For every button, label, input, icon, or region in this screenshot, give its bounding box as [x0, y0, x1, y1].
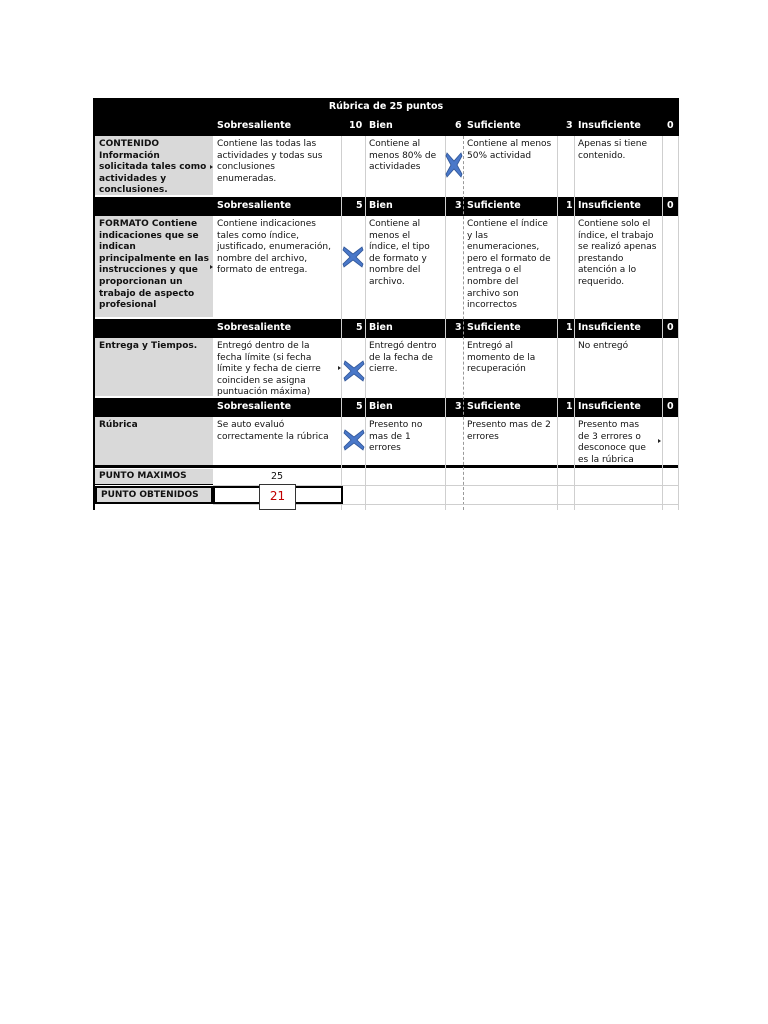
header-sobresaliente: Sobresaliente	[217, 401, 292, 412]
header-bien: Bien	[369, 200, 393, 211]
grid-line	[662, 136, 663, 510]
total-obtained-score[interactable]: 21	[259, 484, 296, 510]
criterion-bien: Presento no mas de 1 errores	[369, 420, 423, 454]
total-max-value: 25	[270, 471, 284, 482]
grid-line	[557, 136, 558, 510]
grid-line	[574, 136, 575, 510]
grid-line	[341, 136, 342, 510]
x-mark-icon[interactable]	[343, 359, 365, 383]
criterion-label-contenido: CONTENIDO Información solicitada tales como actividades y conclusiones.	[95, 136, 213, 195]
header-insuficiente: Insuficiente	[578, 200, 641, 211]
header-points: 5	[356, 401, 363, 412]
header-points: 5	[356, 322, 363, 333]
header-points: 0	[667, 200, 674, 211]
header-suficiente: Suficiente	[467, 322, 521, 333]
criterion-suficiente: Presento mas de 2 errores	[467, 420, 551, 442]
header-insuficiente: Insuficiente	[578, 401, 641, 412]
header-points: 1	[566, 200, 573, 211]
x-mark-icon[interactable]	[342, 245, 364, 269]
header-bien: Bien	[369, 120, 393, 131]
grid-line	[463, 136, 464, 510]
criterion-suficiente: Entregó al momento de la recuperación	[467, 341, 536, 375]
header-insuficiente: Insuficiente	[578, 120, 641, 131]
header-points: 0	[667, 120, 674, 131]
header-points: 6	[455, 120, 462, 131]
criterion-bien: Entregó dentro de la fecha de cierre.	[369, 341, 437, 375]
overflow-arrow-icon	[658, 439, 661, 443]
title-bar	[93, 98, 679, 117]
criterion-label-entrega: Entrega y Tiempos.	[95, 338, 213, 396]
header-suficiente: Suficiente	[467, 120, 521, 131]
section-header-entrega	[93, 319, 679, 338]
criterion-label-rubrica: Rúbrica	[95, 417, 213, 465]
header-points: 10	[349, 120, 363, 131]
grid-line	[365, 136, 366, 510]
header-suficiente: Suficiente	[467, 200, 521, 211]
header-bien: Bien	[369, 401, 393, 412]
criterion-insuficiente: Presento mas de 3 errores o desconoce que es la rúbrica	[578, 420, 646, 465]
criterion-suficiente: Contiene el índice y las enumeraciones, pero el formato de entrega o el nombre del archivo son incorrectos	[467, 219, 551, 311]
grid-line	[678, 136, 679, 510]
overflow-arrow-icon	[210, 165, 213, 169]
section-header-rubrica	[93, 398, 679, 417]
header-sobresaliente: Sobresaliente	[217, 120, 292, 131]
header-sobresaliente: Sobresaliente	[217, 322, 292, 333]
criterion-sobresaliente: Contiene las todas las actividades y todas sus conclusiones enumeradas.	[217, 139, 323, 184]
x-mark-icon[interactable]	[343, 428, 365, 452]
section-header-formato	[93, 197, 679, 216]
header-points: 1	[566, 401, 573, 412]
criterion-label-formato: FORMATO Contiene indicaciones que se indican principalmente en las instrucciones y que proporcionan un trabajo de aspecto profesional	[95, 216, 213, 317]
criterion-insuficiente: No entregó	[578, 341, 629, 351]
header-suficiente: Suficiente	[467, 401, 521, 412]
criterion-insuficiente: Contiene solo el índice, el trabajo se realizó apenas prestando atención a lo requerido.	[578, 219, 657, 287]
header-bien: Bien	[369, 322, 393, 333]
header-points: 3	[455, 322, 462, 333]
header-points: 3	[455, 401, 462, 412]
header-points: 3	[455, 200, 462, 211]
grid-line	[445, 136, 446, 510]
criterion-sobresaliente: Contiene indicaciones tales como índice, justificado, enumeración, nombre del archivo, formato de entrega.	[217, 219, 331, 276]
header-points: 0	[667, 322, 674, 333]
header-points: 0	[667, 401, 674, 412]
rubric-sheet	[93, 98, 679, 510]
overflow-arrow-icon	[210, 265, 213, 269]
criterion-insuficiente: Apenas si tiene contenido.	[578, 139, 648, 161]
total-obtained-label: PUNTO OBTENIDOS	[95, 486, 213, 504]
section-header-contenido	[93, 117, 679, 136]
header-sobresaliente: Sobresaliente	[217, 200, 292, 211]
header-points: 3	[566, 120, 573, 131]
divider	[93, 465, 679, 468]
header-insuficiente: Insuficiente	[578, 322, 641, 333]
criterion-sobresaliente: Se auto evaluó correctamente la rúbrica	[217, 420, 329, 442]
x-mark-icon[interactable]	[445, 152, 463, 178]
criterion-suficiente: Contiene al menos 50% actividad	[467, 139, 552, 161]
header-points: 5	[356, 200, 363, 211]
rubric-title: Rúbrica de 25 puntos	[328, 101, 444, 112]
total-max-label: PUNTO MAXIMOS	[95, 469, 213, 485]
criterion-sobresaliente: Entregó dentro de la fecha límite (si fecha límite y fecha de cierre coinciden se asigna puntuación máxima)	[217, 341, 321, 396]
criterion-bien: Contiene al menos 80% de actividades	[369, 139, 437, 173]
header-points: 1	[566, 322, 573, 333]
criterion-bien: Contiene al menos el índice, el tipo de formato y nombre del archivo.	[369, 219, 430, 287]
